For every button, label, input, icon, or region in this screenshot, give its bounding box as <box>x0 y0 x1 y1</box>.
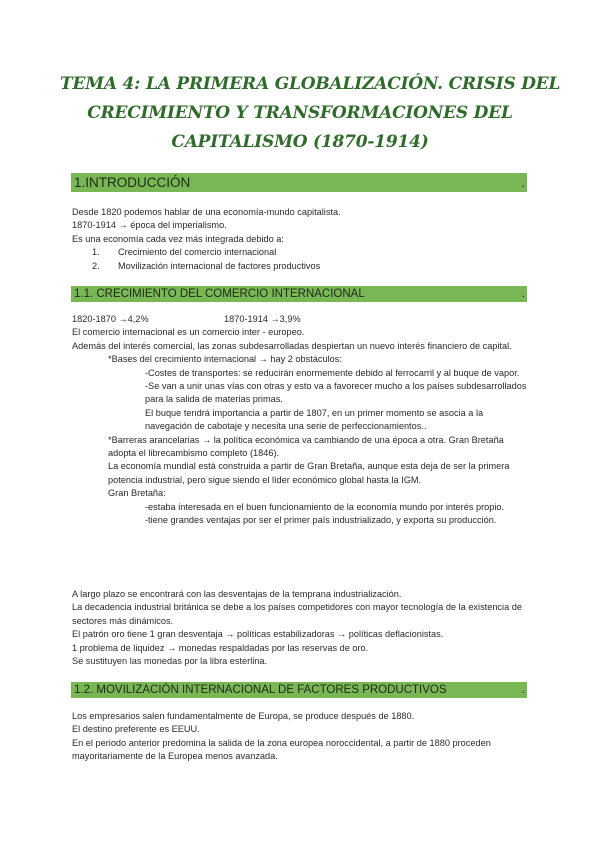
paragraph: El buque tendrá importancia a partir de 1807, en un primer momento se asocia a la navegación de cabotaje y necesita una serie de perfeccionamientos.. <box>145 407 484 432</box>
section-heading-text: 1.INTRODUCCIÓN <box>74 175 191 190</box>
paragraph: -Costes de transportes: se reducirán enormemente debido al ferrocarril y al buque de vapor. <box>145 367 520 378</box>
paragraph: -tiene grandes ventajas por ser el primer país industrializado, y exporta su producción. <box>145 515 497 526</box>
comercio-conclusion-block <box>72 588 528 668</box>
section-heading-comercio <box>71 286 527 302</box>
section-heading-dot: . <box>521 288 525 300</box>
paragraph: *Barreras arancelarias → la política económica va cambiando de una época a otra. Gran Bretaña adopta el librecambismo completo (1846). <box>108 434 504 459</box>
intro-block <box>72 206 532 273</box>
paragraph: 1 problema de liquidez → monedas respaldadas por las reservas de oro. <box>72 642 369 653</box>
paragraph: El comercio internacional es un comercio inter - europeo. <box>72 327 305 338</box>
comercio-block <box>72 313 532 527</box>
paragraph: Gran Bretaña: <box>108 488 166 499</box>
paragraph: -estaba interesada en el buen funcionamiento de la economía mundo por interés propio. <box>145 501 505 512</box>
list-text: Movilización internacional de factores productivos <box>118 260 321 271</box>
movilizacion-block <box>72 710 528 764</box>
numbered-list <box>72 246 532 273</box>
paragraph: *Bases del crecimiento internacional → hay 2 obstáculos: <box>108 354 342 365</box>
paragraph: Además del interés comercial, las zonas subdesarrolladas despiertan un nuevo interés financiero de capital. <box>72 340 512 351</box>
section-heading-text: 1.2. MOVILIZACIÓN INTERNACIONAL DE FACTORES PRODUCTIVOS <box>74 684 447 696</box>
paragraph: El destino preferente es EEUU. <box>72 724 200 735</box>
section-heading-dot: . <box>521 175 525 190</box>
paragraph: En el periodo anterior predomina la salida de la zona europea noroccidental, a partir de 1880 proceden mayoritariamente de la Europea menos avanzada. <box>72 737 491 762</box>
section-heading-movilizacion <box>71 682 527 698</box>
section-heading-dot: . <box>521 684 525 696</box>
list-number: 2. <box>92 260 100 271</box>
paragraph: Desde 1820 podemos hablar de una economía-mundo capitalista. <box>72 207 341 217</box>
title-line-2: CRECIMIENTO Y TRANSFORMACIONES DEL <box>87 103 513 123</box>
section-heading-text: 1.1. CRECIMIENTO DEL COMERCIO INTERNACIONAL <box>74 288 365 300</box>
growth-rate-1820-1870: 1820-1870 →4,2% <box>72 314 149 324</box>
section-heading-introduccion <box>71 173 527 192</box>
document-title <box>60 70 561 157</box>
growth-rate-1870-1914: 1870-1914 →3,9% <box>224 314 301 324</box>
list-item <box>72 260 532 273</box>
list-number: 1. <box>92 247 100 258</box>
title-line-1: TEMA 4: LA PRIMERA GLOBALIZACIÓN. CRISIS DEL <box>60 74 561 94</box>
paragraph: El patrón oro tiene 1 gran desventaja → políticas estabilizadoras → políticas deflacionistas. <box>72 629 444 640</box>
paragraph: Es una economía cada vez más integrada debido a: <box>72 233 284 244</box>
growth-rates <box>72 313 532 326</box>
list-text: Crecimiento del comercio internacional <box>118 247 277 258</box>
list-item <box>72 246 532 259</box>
title-line-3: CAPITALISMO (1870-1914) <box>171 132 429 152</box>
paragraph: A largo plazo se encontrará con las desventajas de la temprana industrialización. <box>72 589 402 599</box>
paragraph: 1870-1914 → época del imperialismo. <box>72 220 227 231</box>
paragraph: La economía mundial está construida a partir de Gran Bretaña, aunque esta deja de ser la primera potencia industrial, pero sigue siendo el líder económico global hasta la IGM. <box>108 461 510 485</box>
paragraph: La decadencia industrial británica se debe a los países competidores con mayor tecnología de la existencia de sectores más dinámicos. <box>72 602 522 626</box>
paragraph: Los empresarios salen fundamentalmente de Europa, se produce después de 1880. <box>72 711 415 721</box>
paragraph: -Se van a unir unas vías con otras y esto va a favorecer mucho a los países subdesarrollados para la salida de materias primas. <box>145 381 527 405</box>
paragraph: Se sustituyen las monedas por la libra esterlina. <box>72 656 268 667</box>
